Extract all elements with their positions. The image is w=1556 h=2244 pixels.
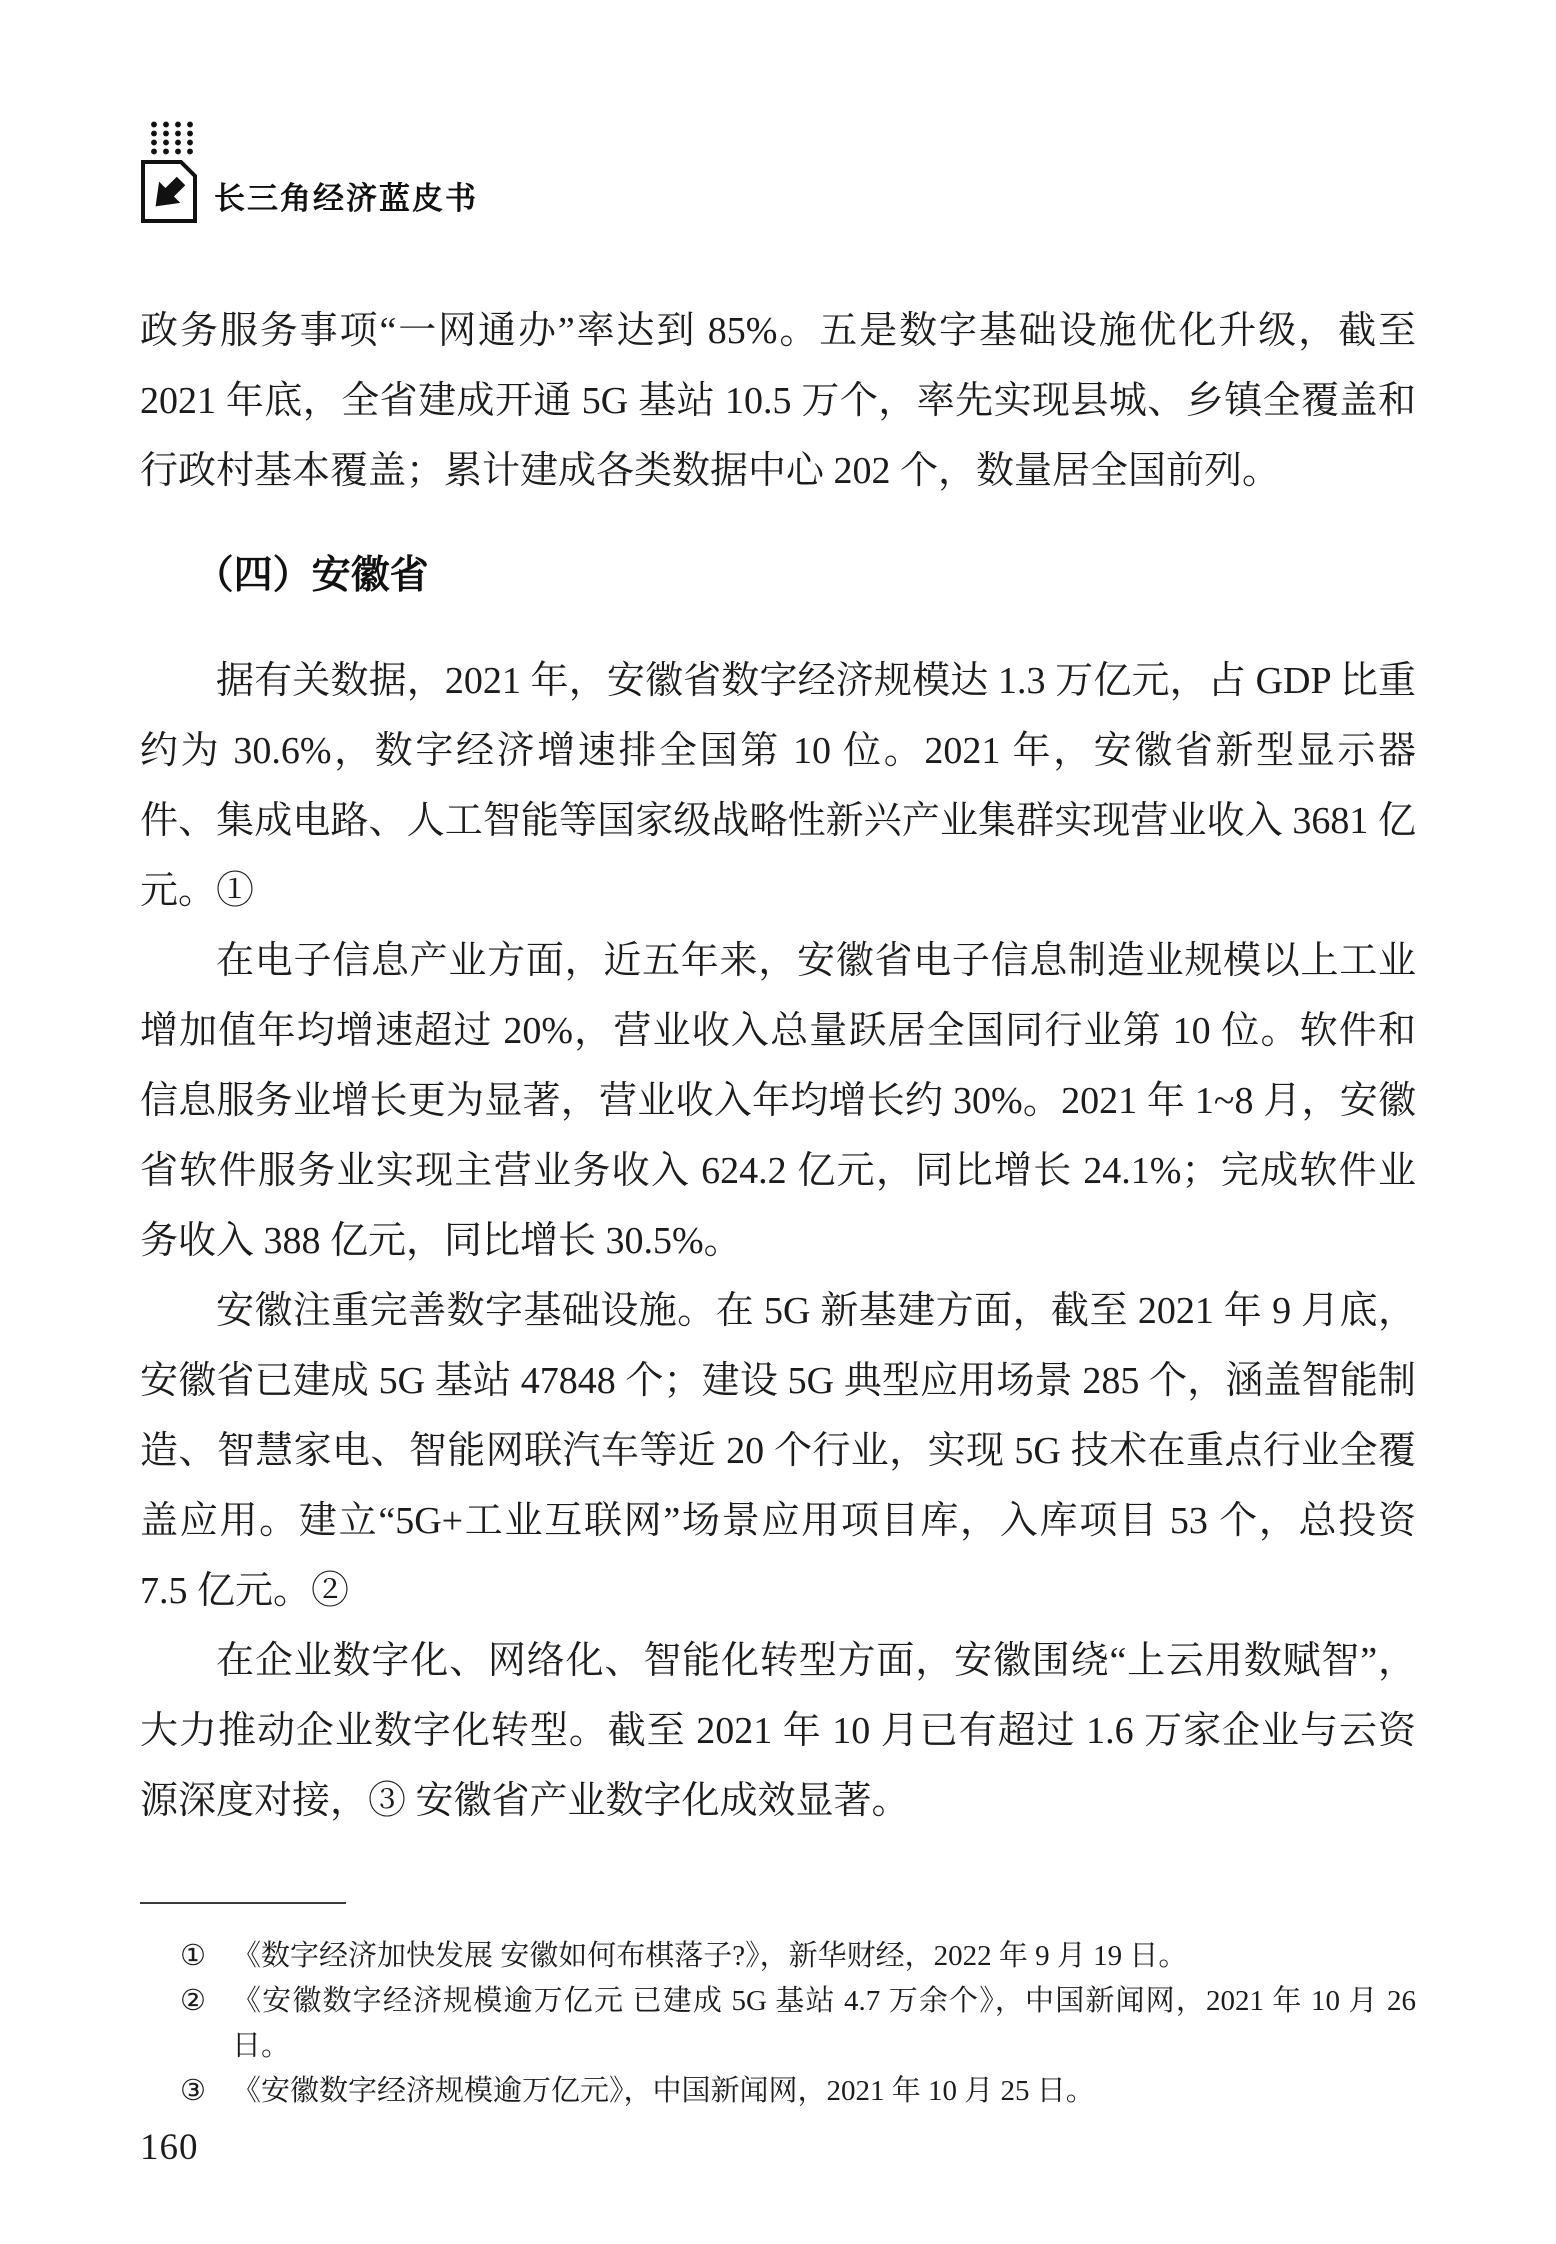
book-title: 长三角经济蓝皮书	[214, 181, 478, 216]
footnote-marker: ①	[180, 1940, 206, 1972]
body-paragraph-continuation: 政务服务事项“一网通办”率达到 85%。五是数字基础设施优化升级，截至 2021 年底，全省建成开通 5G 基站 10.5 万个，率先实现县城、乡镇全覆盖和行政村基本覆盖；累计建成各类数据中心 202 个，数量居全国前列。	[140, 310, 1416, 492]
logo-dots-pattern	[148, 120, 194, 156]
footnote-marker: ②	[180, 1985, 206, 2017]
publisher-logo	[140, 120, 198, 224]
footnotes-section	[140, 1902, 1416, 2114]
footnote-marker: ③	[180, 2075, 206, 2107]
footnote	[140, 1934, 1416, 1979]
page-body	[140, 296, 1416, 1836]
body-paragraph: 在企业数字化、网络化、智能化转型方面，安徽围绕“上云用数赋智”，大力推动企业数字化转型。截至 2021 年 10 月已有超过 1.6 万家企业与云资源深度对接，③ 安徽省产业数字化成效显著。	[140, 1640, 1416, 1822]
section-heading: （四）安徽省	[194, 554, 429, 597]
footnote-text: 《安徽数字经济规模逾万亿元》，中国新闻网，2021 年 10 月 25 日。	[232, 2075, 1095, 2107]
page-number: 160	[140, 2127, 199, 2168]
body-paragraph: 安徽注重完善数字基础设施。在 5G 新基建方面，截至 2021 年 9 月底，安徽省已建成 5G 基站 47848 个；建设 5G 典型应用场景 285 个，涵盖智能制造、智慧家电、智能网联汽车等近 20 个行业，实现 5G 技术在重点行业全覆盖应用。建立“5G+工业互联网”场景应用项目库，入库项目 53 个，总投资 7.5 亿元。②	[140, 1290, 1416, 1612]
footnote-text: 《安徽数字经济规模逾万亿元 已建成 5G 基站 4.7 万余个》，中国新闻网，2021 年 10 月 26 日。	[232, 1985, 1416, 2062]
body-paragraph: 在电子信息产业方面，近五年来，安徽省电子信息制造业规模以上工业增加值年均增速超过 20%，营业收入总量跃居全国同行业第 10 位。软件和信息服务业增长更为显著，营业收入年均增长约 30%。2021 年 1~8 月，安徽省软件服务业实现主营业务收入 624.2 亿元，同比增长 24.1%；完成软件业务收入 388 亿元，同比增长 30.5%。	[140, 940, 1416, 1262]
body-paragraph: 据有关数据，2021 年，安徽省数字经济规模达 1.3 万亿元，占 GDP 比重约为 30.6%，数字经济增速排全国第 10 位。2021 年，安徽省新型显示器件、集成电路、人工智能等国家级战略性新兴产业集群实现营业收入 3681 亿元。①	[140, 660, 1416, 912]
page-arrow-logo-icon	[140, 160, 198, 224]
footnote-divider	[140, 1902, 346, 1904]
running-head	[140, 120, 478, 224]
footnote-text: 《数字经济加快发展 安徽如何布棋落子?》，新华财经，2022 年 9 月 19 日。	[232, 1940, 1188, 1972]
footnote	[140, 1979, 1416, 2069]
footnote	[140, 2069, 1416, 2114]
